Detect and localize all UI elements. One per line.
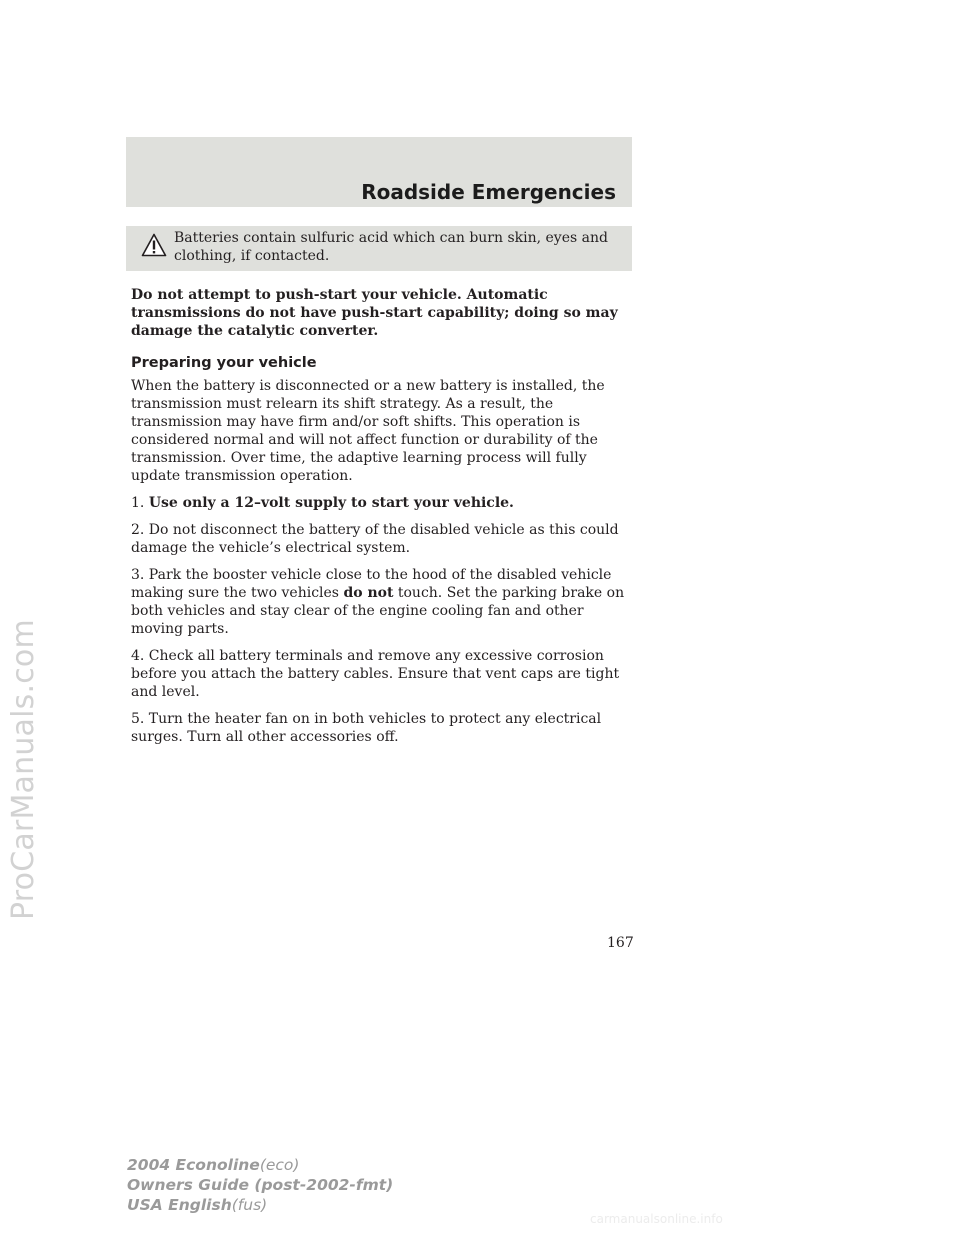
step-1 <box>131 494 631 512</box>
step-number: 1. <box>131 495 145 511</box>
step-5: 5. Turn the heater fan on in both vehicles to protect any electrical surges. Turn all other accessories off. <box>131 711 602 745</box>
footer-language-code: (fus) <box>231 1196 268 1214</box>
step-3-text-rest: touch. Set the parking brake on both vehicles and stay clear of the engine cooling fan and other moving parts. <box>131 585 625 637</box>
step-3-text: 3. Park the booster vehicle close to the hood of the disabled vehicle making sure the two vehicles <box>131 567 612 601</box>
push-start-notice: Do not attempt to push-start your vehicle. Automatic transmissions do not have push-start capability; doing so may damage the catalytic converter. <box>131 287 618 339</box>
section-title: Roadside Emergencies <box>361 180 616 204</box>
footer-guide: Owners Guide (post-2002-fmt) <box>127 1176 394 1194</box>
step-2: 2. Do not disconnect the battery of the disabled vehicle as this could damage the vehicle’s electrical system. <box>131 522 619 556</box>
warning-text: Batteries contain sulfuric acid which can burn skin, eyes and clothing, if contacted. <box>174 230 608 264</box>
footer-language: USA English <box>127 1196 232 1214</box>
subheading: Preparing your vehicle <box>131 355 317 371</box>
page-number: 167 <box>607 935 634 951</box>
footer-line-1 <box>127 1155 393 1175</box>
step-1-bold: Use only a 12–volt supply to start your vehicle. <box>148 495 514 511</box>
bottom-watermark: carmanualsonline.info <box>590 1212 723 1226</box>
footer-model-code: (eco) <box>259 1156 300 1174</box>
footer-model: 2004 Econoline <box>127 1156 260 1174</box>
step-4: 4. Check all battery terminals and remove any excessive corrosion before you attach the battery cables. Ensure that vent caps are tight and level. <box>131 648 620 700</box>
page-content <box>131 286 631 755</box>
warning-triangle-icon <box>141 233 167 257</box>
intro-paragraph: When the battery is disconnected or a new battery is installed, the transmission must relearn its shift strategy. As a result, the transmission may have firm and/or soft shifts. This operation is considered normal and will not affect function or durability of the transmission. Over time, the adaptive learning process will fully update transmission operation. <box>131 378 605 484</box>
section-header <box>126 137 632 207</box>
footer-line-3 <box>127 1195 393 1215</box>
warning-box <box>126 226 632 271</box>
step-3-bold: do not <box>343 585 394 601</box>
step-3 <box>131 566 631 638</box>
document-footer <box>127 1155 393 1215</box>
side-watermark: ProCarManuals.com <box>6 619 41 920</box>
footer-line-2 <box>127 1175 393 1195</box>
